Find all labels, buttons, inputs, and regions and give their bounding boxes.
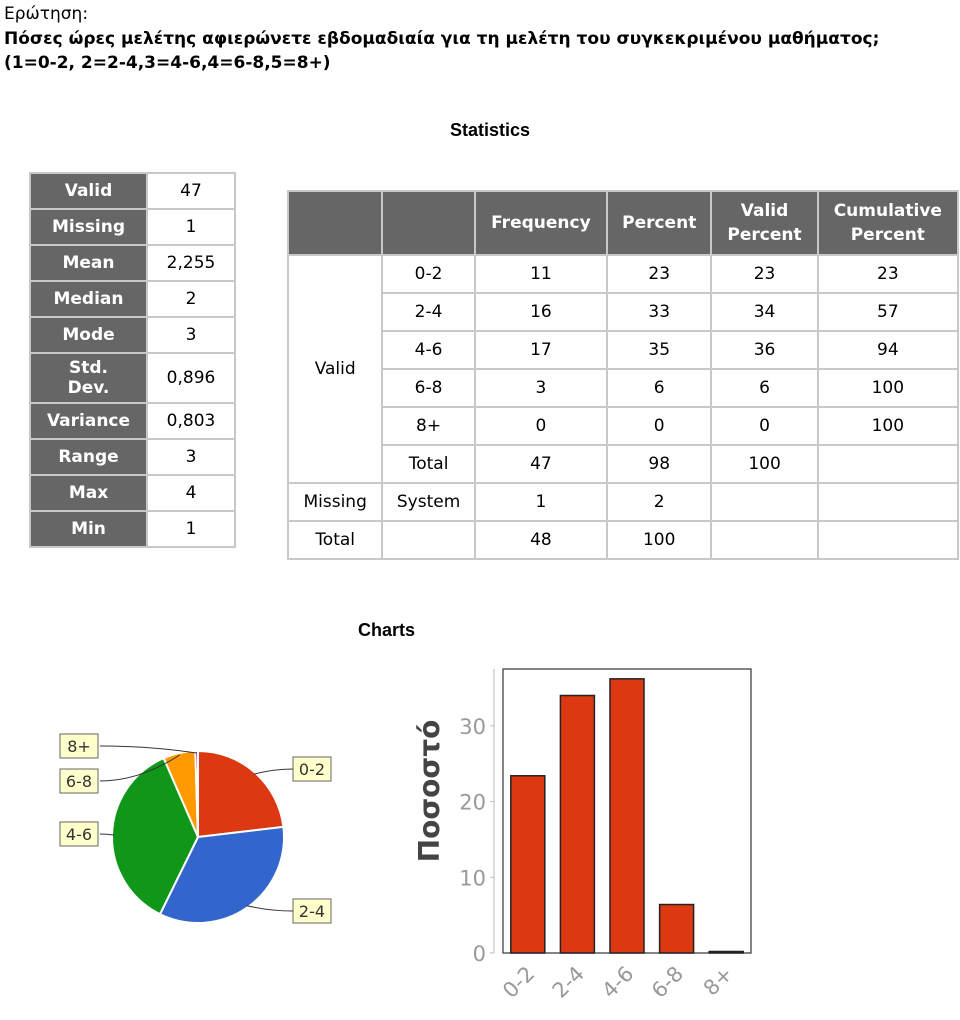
frequency-cell: 0 [711,407,817,445]
statistic-label: Mean [30,245,147,281]
pie-leader-line [254,769,293,774]
statistic-row [30,475,235,511]
frequency-cell: 6-8 [382,369,474,407]
pie-label: 8+ [67,737,91,756]
bar [709,951,743,953]
frequency-cell [818,445,958,483]
y-tick-label: 10 [459,866,486,891]
frequency-cell: 36 [711,331,817,369]
frequency-cell: 100 [711,445,817,483]
frequency-cell: 23 [711,255,817,293]
frequency-cell: Missing [288,483,382,521]
statistic-label: Median [30,281,147,317]
statistic-row [30,511,235,547]
frequency-cell: 47 [475,445,607,483]
frequency-cell: 0 [607,407,711,445]
y-axis-label: Ποσοστό [413,719,446,863]
x-tick-label: 2-4 [547,961,589,1003]
frequency-cell: System [382,483,474,521]
frequency-row [288,331,958,369]
pie-chart [45,720,415,1020]
frequency-header: Valid Percent [711,191,817,255]
statistic-value: 2,255 [147,245,235,281]
question-text [4,27,954,75]
frequency-header: Percent [607,191,711,255]
frequency-cell: 3 [475,369,607,407]
frequency-cell: 16 [475,293,607,331]
frequency-row [288,407,958,445]
question-line: Πόσες ώρες μελέτης αφιερώνετε εβδομαδιαία για τη μελέτη του συγκεκριμένου μαθήματος; [4,29,880,49]
statistic-value: 47 [147,173,235,209]
statistic-value: 4 [147,475,235,511]
frequency-cell: 35 [607,331,711,369]
statistic-value: 0,896 [147,353,235,403]
frequency-cell: 6 [607,369,711,407]
frequency-cell: 2-4 [382,293,474,331]
frequency-cell [711,483,817,521]
y-tick-label: 0 [472,942,486,966]
bar [610,679,644,953]
frequency-cell: 34 [711,293,817,331]
frequency-cell: Total [382,445,474,483]
statistic-row [30,317,235,353]
frequency-cell: 23 [818,255,958,293]
statistic-label: Std. Dev. [30,353,147,403]
x-tick-label: 4-6 [597,961,639,1003]
frequency-cell: 2 [607,483,711,521]
frequency-cell: 0 [475,407,607,445]
frequency-cell: 98 [607,445,711,483]
y-tick-label: 20 [459,790,486,815]
statistic-label: Min [30,511,147,547]
statistic-row [30,245,235,281]
statistic-row [30,209,235,245]
bar-chart [400,655,780,1015]
frequency-cell: 23 [607,255,711,293]
frequency-row [288,255,958,293]
pie-label: 6-8 [65,772,93,791]
statistic-value: 1 [147,511,235,547]
frequency-cell: 17 [475,331,607,369]
statistic-value: 3 [147,439,235,475]
statistic-value: 1 [147,209,235,245]
frequency-row [288,521,958,559]
frequency-cell [818,521,958,559]
question-scale: (1=0-2, 2=2-4,3=4-6,4=6-8,5=8+) [4,53,331,73]
frequency-cell: 100 [607,521,711,559]
statistic-row [30,439,235,475]
frequency-cell [711,521,817,559]
pie-label: 4-6 [65,825,93,844]
frequency-cell: 8+ [382,407,474,445]
statistic-label: Range [30,439,147,475]
pie-leader-line [247,906,294,911]
x-tick-label: 0-2 [498,961,540,1003]
x-tick-label: 8+ [698,961,738,1001]
pie-label: 2-4 [298,902,326,921]
y-tick-label: 30 [459,714,486,739]
statistic-row [30,173,235,209]
frequency-header: Frequency [475,191,607,255]
statistic-value: 0,803 [147,403,235,439]
frequency-cell: 48 [475,521,607,559]
bar [560,696,594,953]
frequency-cell: 0-2 [382,255,474,293]
statistic-value: 3 [147,317,235,353]
statistic-label: Missing [30,209,147,245]
frequency-cell [818,483,958,521]
statistic-row [30,281,235,317]
frequency-cell: 94 [818,331,958,369]
statistic-label: Max [30,475,147,511]
frequency-header [382,191,474,255]
pie-slice [198,751,283,837]
frequency-cell: Total [288,521,382,559]
pie-label: 0-2 [298,760,326,779]
question-label: Ερώτηση: [4,4,89,24]
frequency-row [288,293,958,331]
frequency-row [288,369,958,407]
frequency-cell [382,521,474,559]
frequency-cell: 57 [818,293,958,331]
charts-title: Charts [358,620,416,640]
statistic-row [30,403,235,439]
frequency-cell: 4-6 [382,331,474,369]
frequency-header [288,191,382,255]
statistic-label: Valid [30,173,147,209]
statistic-label: Variance [30,403,147,439]
frequency-row [288,483,958,521]
statistic-label: Mode [30,317,147,353]
frequency-cell: 1 [475,483,607,521]
bar [511,776,545,953]
frequency-table [287,190,959,560]
statistics-title: Statistics [450,120,531,140]
frequency-row [288,445,958,483]
x-tick-label: 6-8 [646,961,689,1003]
statistic-row [30,353,235,403]
frequency-cell: 6 [711,369,817,407]
bar [660,905,694,953]
frequency-cell: 100 [818,369,958,407]
frequency-cell: 100 [818,407,958,445]
frequency-cell: 33 [607,293,711,331]
group-label: Valid [288,255,382,483]
frequency-cell: 11 [475,255,607,293]
frequency-header: Cumulative Percent [818,191,958,255]
statistics-table [29,172,236,548]
statistic-value: 2 [147,281,235,317]
